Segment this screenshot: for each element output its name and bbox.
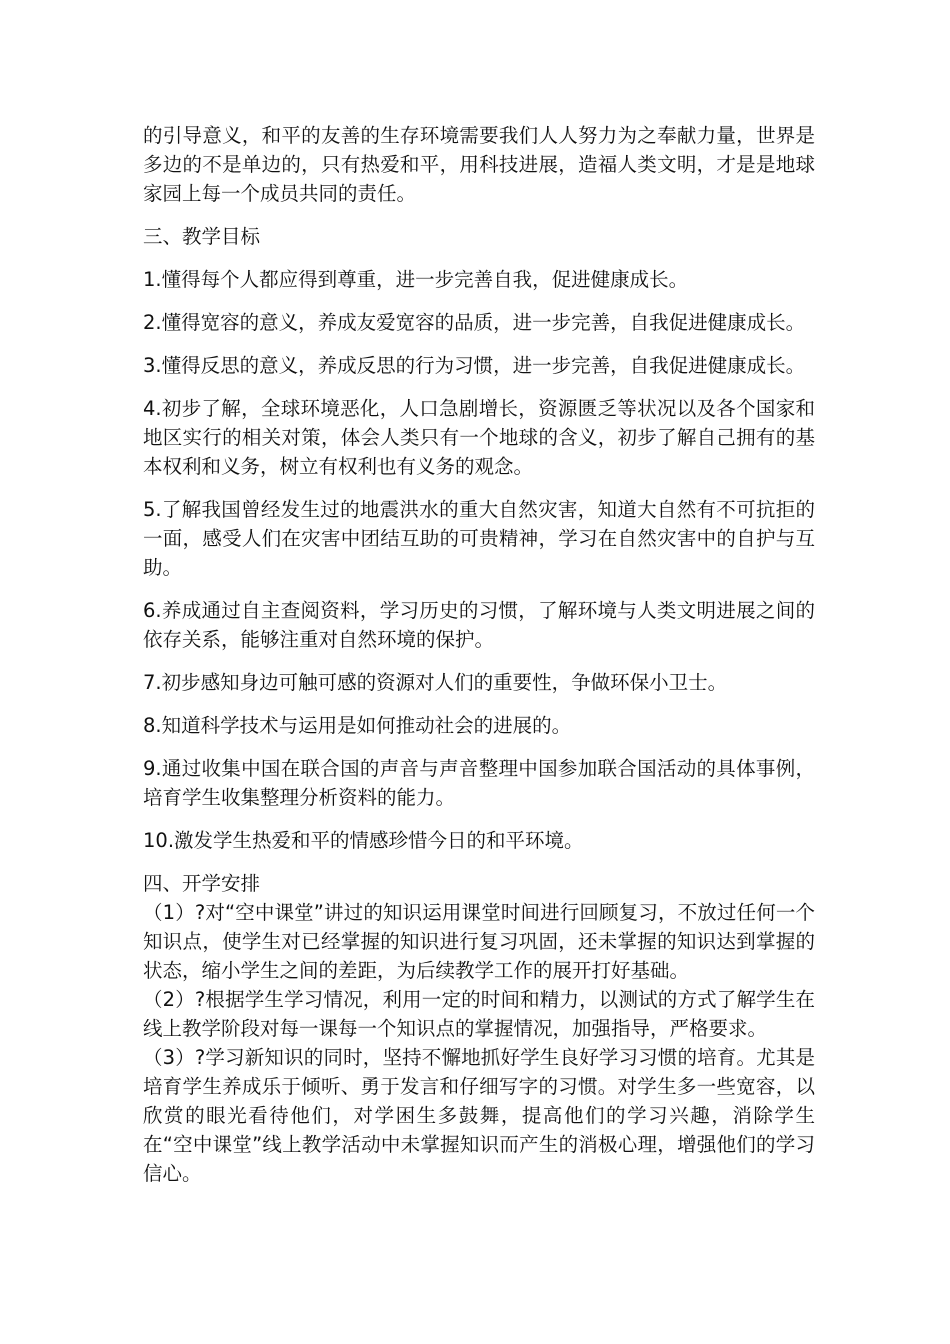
section-heading-teaching-goals: 三、教学目标 (143, 225, 261, 248)
intro-paragraph: 的引导意义，和平的友善的生存环境需要我们人人努力为之奉献力量，世界是多边的不是单边的，只有热爱和平，用科技进展，造福人类文明，才是是地球家园上每一个成员共同的责任。 (143, 124, 815, 205)
document-page (143, 121, 815, 1188)
goal-item: 5.了解我国曾经发生过的地震洪水的重大自然灾害，知道大自然有不可抗拒的一面，感受人们在灾害中团结互助的可贵精神，学习在自然灾害中的自护与互助。 (143, 498, 815, 579)
goal-item: 4.初步了解，全球环境恶化，人口急剧增长，资源匮乏等状况以及各个国家和地区实行的相关对策，体会人类只有一个地球的含义，初步了解自己拥有的基本权利和义务，树立有权利也有义务的观念。 (143, 397, 815, 478)
goal-item: 8.知道科学技术与运用是如何推动社会的进展的。 (143, 714, 572, 737)
plan-item: （3）?学习新知识的同时，坚持不懈地抓好学生良好学习习惯的培育。尤其是培育学生养成乐于倾听、勇于发言和仔细写字的习惯。对学生多一些宽容，以欣赏的眼光看待他们，对学困生多鼓舞，提高他们的学习兴趣，消除学生在“空中课堂”线上教学活动中未掌握知识而产生的消极心理，增强他们的学习信心。 (143, 1046, 815, 1185)
plan-item: （2）?根据学生学习情况，利用一定的时间和精力，以测试的方式了解学生在线上教学阶段对每一课每一个知识点的掌握情况，加强指导，严格要求。 (143, 988, 815, 1040)
goal-item: 9.通过收集中国在联合国的声音与声音整理中国参加联合国活动的具体事例，培育学生收集整理分析资料的能力。 (143, 757, 815, 809)
goal-item: 6.养成通过自主查阅资料，学习历史的习惯，了解环境与人类文明进展之间的依存关系，能够注重对自然环境的保护。 (143, 599, 815, 651)
goal-item: 1.懂得每个人都应得到尊重，进一步完善自我，促进健康成长。 (143, 268, 689, 291)
goal-item: 7.初步感知身边可触可感的资源对人们的重要性，争做环保小卫士。 (143, 671, 728, 694)
goal-item: 10.激发学生热爱和平的情感珍惜今日的和平环境。 (143, 829, 584, 852)
section-heading-school-plan: 四、开学安排 (143, 872, 261, 895)
goal-item: 3.懂得反思的意义，养成反思的行为习惯，进一步完善，自我促进健康成长。 (143, 354, 806, 377)
goal-item: 2.懂得宽容的意义，养成友爱宽容的品质，进一步完善，自我促进健康成长。 (143, 311, 806, 334)
plan-item: （1）?对“空中课堂”讲过的知识运用课堂时间进行回顾复习，不放过任何一个知识点，使学生对已经掌握的知识进行复习巩固，还未掌握的知识达到掌握的状态，缩小学生之间的差距，为后续教学工作的展开打好基础。 (143, 901, 815, 982)
